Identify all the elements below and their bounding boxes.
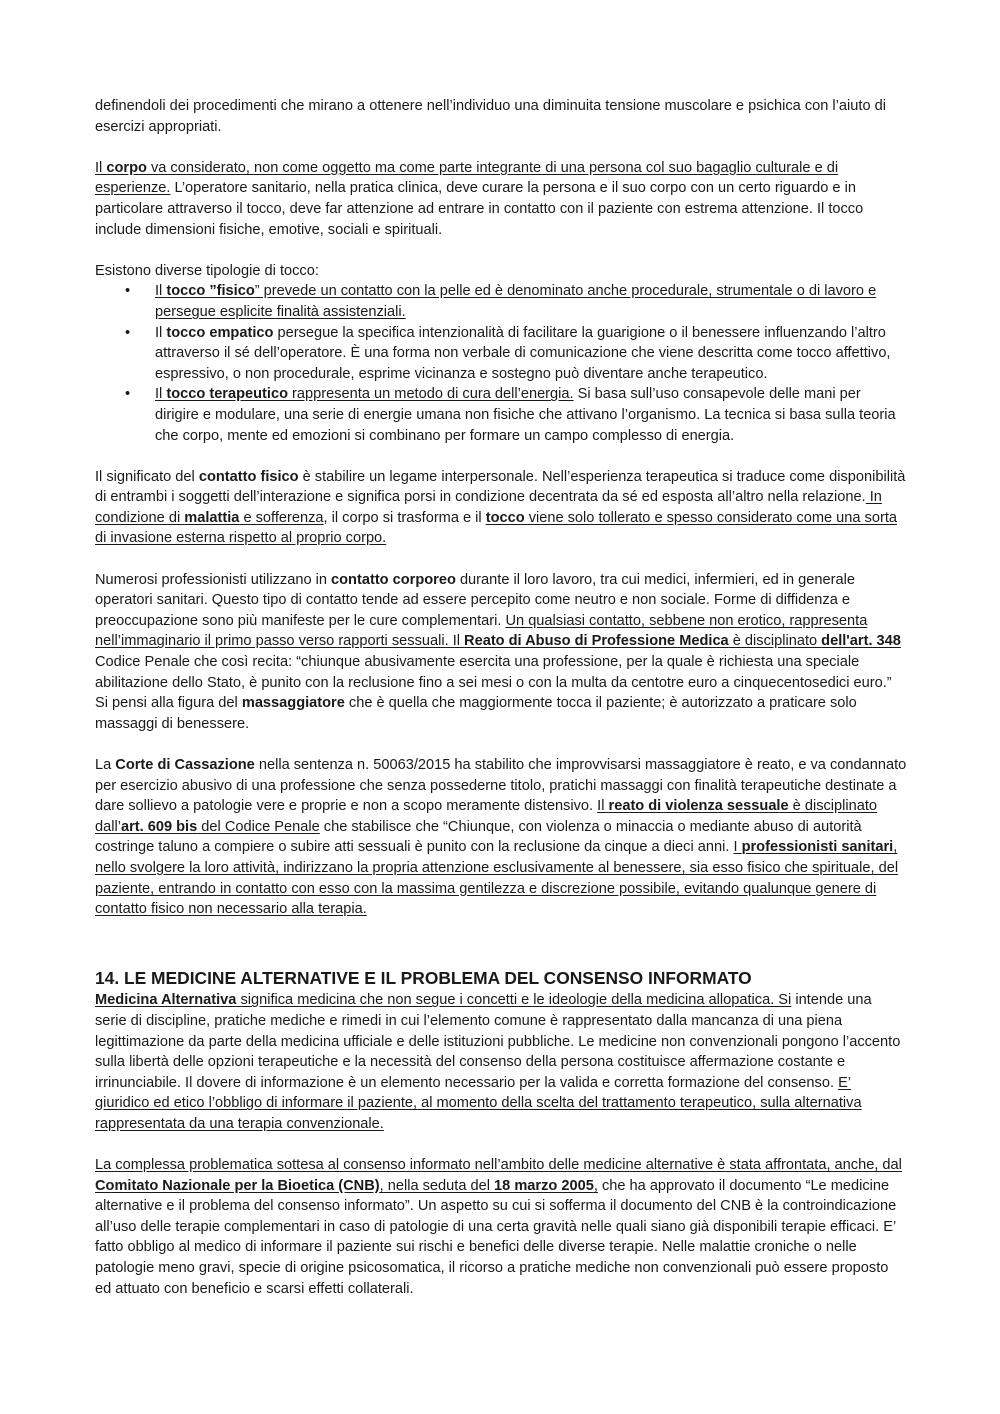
paragraph-professionals	[95, 570, 907, 735]
term-date: 18 marzo 2005	[494, 1177, 594, 1194]
touch-types-list	[95, 281, 907, 446]
touch-types-intro: Esistono diverse tipologie di tocco:	[95, 262, 319, 279]
text-run: Il significato del	[95, 468, 199, 485]
section-spacer	[95, 940, 907, 966]
term-sexual-violence: reato di violenza sessuale	[608, 798, 789, 815]
text-run: va considerato, non come oggetto ma come parte integrante di una persona col suo bagaglio culturale e di esperienze.	[95, 159, 839, 197]
paragraph-alternative-medicine	[95, 990, 907, 1134]
text-run: che stabilisce che “Chiunque, con violenza o minaccia o mediante abuso di autorità costringe taluno a compiere o subire atti sessuali è punito con la reclusione da cinque a dieci anni.	[95, 818, 862, 856]
text-run: ” prevede un contatto con la pelle ed è denominato anche procedurale, strumentale o di lavoro e persegue esplicite finalità assistenziali.	[155, 283, 877, 320]
text-run: Il	[597, 798, 609, 815]
text-run: è disciplinato dall’	[95, 798, 878, 835]
list-item-underlined	[155, 386, 574, 402]
term-therapeutic-touch: tocco terapeutico	[166, 386, 288, 403]
text-run: Si basa sull’uso consapevole delle mani per dirigire e modulare, una serie di energie umana non fisiche che attivano l’organismo. La tecnica si basa sulla teoria che corpo, mente ed emozioni si combinano per formare un campo complesso di energia.	[155, 386, 896, 444]
term-cassation-court: Corte di Cassazione	[115, 757, 255, 773]
text-run: del Codice Penale	[197, 818, 320, 835]
text-run: viene solo tollerato e spesso considerato come una sorta di invasione esterna rispetto al proprio corpo.	[95, 509, 897, 547]
term-tocco: tocco	[485, 509, 525, 526]
term-physical-touch: tocco ”fisico	[166, 283, 255, 300]
text-run: , il corpo si trasforma e il	[323, 509, 486, 526]
text-run: Numerosi professionisti utilizzano in	[95, 571, 332, 588]
text-run: La	[95, 757, 116, 773]
list-item-therapeutic-touch	[95, 384, 907, 446]
list-item-empathic-touch	[95, 323, 907, 385]
paragraph-text: definendoli dei procedimenti che mirano a ottenere nell’individuo una diminuita tensione muscolare e psichica con l’aiuto di esercizi appropriati.	[95, 98, 886, 135]
underlined-run	[95, 992, 791, 1008]
term-body-contact: contatto corporeo	[331, 571, 456, 588]
bullet-icon: •	[125, 386, 131, 403]
term-abuse-offence: Reato di Abuso di Professione Medica	[464, 633, 729, 650]
paragraph-body	[95, 158, 907, 240]
term-art-609: art. 609 bis	[120, 818, 198, 835]
text-run: , nella seduta del	[379, 1177, 495, 1194]
paragraph-cassation	[95, 755, 907, 920]
text-run: che è quella che maggiormente tocca il paziente; è autorizzato a praticare solo massaggi di benessere.	[95, 695, 857, 732]
text-run: Codice Penale che così recita: “chiunque abusivamente esercita una professione, per la quale è richiesta una speciale abilitazione dello Stato, è punito con la reclusione fino a sei mesi o con la multa da centotre euro a cinquecentosedici euro.” Si pensi alla figura del	[95, 654, 892, 712]
bullet-icon: •	[125, 324, 131, 341]
text-run: che ha approvato il documento “Le medicine alternative e il problema del consenso informato”. Un aspetto su cui si sofferma il documento del CNB è la controindicazione all’uso delle terapie complementari in caso di patologie di una certa gravità nelle quali siano già disponibili terapie efficaci. E’ fatto obbligo al medico di informare il paziente sui rischi e benefici delle diverse terapie. Nelle malattie croniche o nelle patologie meno gravi, specie di origine psicosomatica, il ricorso a pratiche mediche non convenzionali può essere proposto ed attuato con beneficio e scarsi effetti collaterali.	[95, 1177, 897, 1297]
term-physical-contact: contatto fisico	[198, 468, 299, 485]
section-heading: 14. LE MEDICINE ALTERNATIVE E IL PROBLEMA DEL CONSENSO INFORMATO	[95, 968, 752, 989]
text-run: durante il loro lavoro, tra cui medici, infermieri, ed in generale operatori sanitari. Questo tipo di contatto tende ad essere percepito come neutro e non sociale. Forme di diffidenza e preoccupazione sono più manifeste per le cure complementari.	[95, 571, 855, 629]
text-run: significa medicina che non segue i concetti e le ideologie della medicina allopatica. Si	[236, 992, 792, 1009]
term-masseur: massaggiatore	[241, 695, 345, 712]
text-run: Un qualsiasi contatto, sebbene non erotico, rappresenta nell’immaginario il primo passo verso rapporti sessuali. Il	[95, 612, 868, 650]
term-corpo: corpo	[106, 159, 147, 176]
term-health-professionals: professionisti sanitari	[741, 839, 894, 856]
text-run: La complessa problematica sottesa al consenso informato nell’ambito delle medicine alternative è stata affrontata, anche, dal	[95, 1157, 902, 1174]
text-run: L’operatore sanitario, nella pratica clinica, deve curare la persona e il suo corpo con un certo riguardo e in particolare attraverso il tocco, deve far attenzione ad entrare in contatto con il paziente con estrema attenzione. Il tocco include dimensioni fisiche, emotive, sociali e spirituali.	[95, 180, 864, 238]
paragraph-relaxation	[95, 96, 907, 137]
paragraph-cnb	[95, 1155, 907, 1299]
text-run: rappresenta un metodo di cura dell’energia.	[288, 386, 574, 403]
term-cnb: Comitato Nazionale per la Bioetica (CNB)	[95, 1177, 380, 1194]
paragraph-physical-contact	[95, 467, 907, 549]
list-item-physical-touch	[95, 281, 907, 322]
list-item-underlined	[155, 283, 876, 320]
text-run: ,	[593, 1177, 598, 1194]
text-run: intende una serie di discipline, pratiche mediche e rimedi in cui l’elemento comune è rappresentato dalla mancanza di una piena legittimazione da parte della medicina ufficiale e delle istituzioni pubbliche. Le medicine non convenzionali pongono l’accento sulla libertà delle opzioni terapeutiche e la necessità del consenso della persona costituisce affermazione costante e irrinunciabile. Il dovere di informazione è un elemento necessario per la valida e corretta formazione del consenso.	[95, 992, 901, 1091]
term-art-348: dell'art. 348	[821, 633, 901, 650]
text-run: è stabilire un legame interpersonale. Nell’esperienza terapeutica si traduce come disponibilità di entrambi i soggetti dell’interazione e significa porsi in condizione decentrata da sé ed esposta all’altro nella relazione.	[95, 468, 906, 506]
text-run: è disciplinato	[728, 633, 822, 650]
text-run: nella sentenza n. 50063/2015 ha stabilito che improvvisarsi massaggiatore è reato, e va condannato per esercizio abusivo di una professione che senza possederne titolo, pratichi massaggi con finalità terapeutiche destinate a dare sollievo a patologie vere e proprie e non a scopo meramente distensivo.	[95, 757, 907, 815]
text-run: I	[733, 839, 742, 856]
bullet-icon: •	[125, 283, 131, 300]
text-run: e sofferenza	[239, 509, 324, 526]
term-malattia: malattia	[184, 509, 240, 526]
text-run: Il	[95, 159, 107, 176]
text-run: , nello svolgere la loro attività, indirizzano la propria attenzione esclusivamente al benessere, sia esso fisico che spirituale, del paziente, entrando in contatto con esso con la massima gentilezza e discrezione possibile, evitando qualunque genere di contatto fisico non necessario alla terapia.	[95, 839, 899, 918]
term-empathic-touch: tocco empatico	[166, 324, 274, 341]
term-alternative-medicine: Medicina Alternativa	[95, 992, 237, 1009]
text-run: Il	[155, 386, 167, 403]
underlined-run: E’ giuridico ed etico l’obbligo di informare il paziente, al momento della scelta del trattamento terapeutico, sulla alternativa rappresentata da una terapia convenzionale.	[95, 1074, 862, 1132]
text-run: Il	[155, 283, 167, 300]
text-run: Il	[155, 324, 167, 341]
text-run: In condizione di	[95, 489, 882, 526]
text-run: persegue la specifica intenzionalità di facilitare la guarigione o il benessere influenzando l’altro attraverso il sé dell’operatore. È una forma non verbale di comunicazione che viene descritta come tocco affettivo, espressivo, o non procedurale, esprime vicinanza e sostegno può diventare anche terapeutico.	[155, 324, 891, 382]
document-page	[95, 96, 907, 1320]
